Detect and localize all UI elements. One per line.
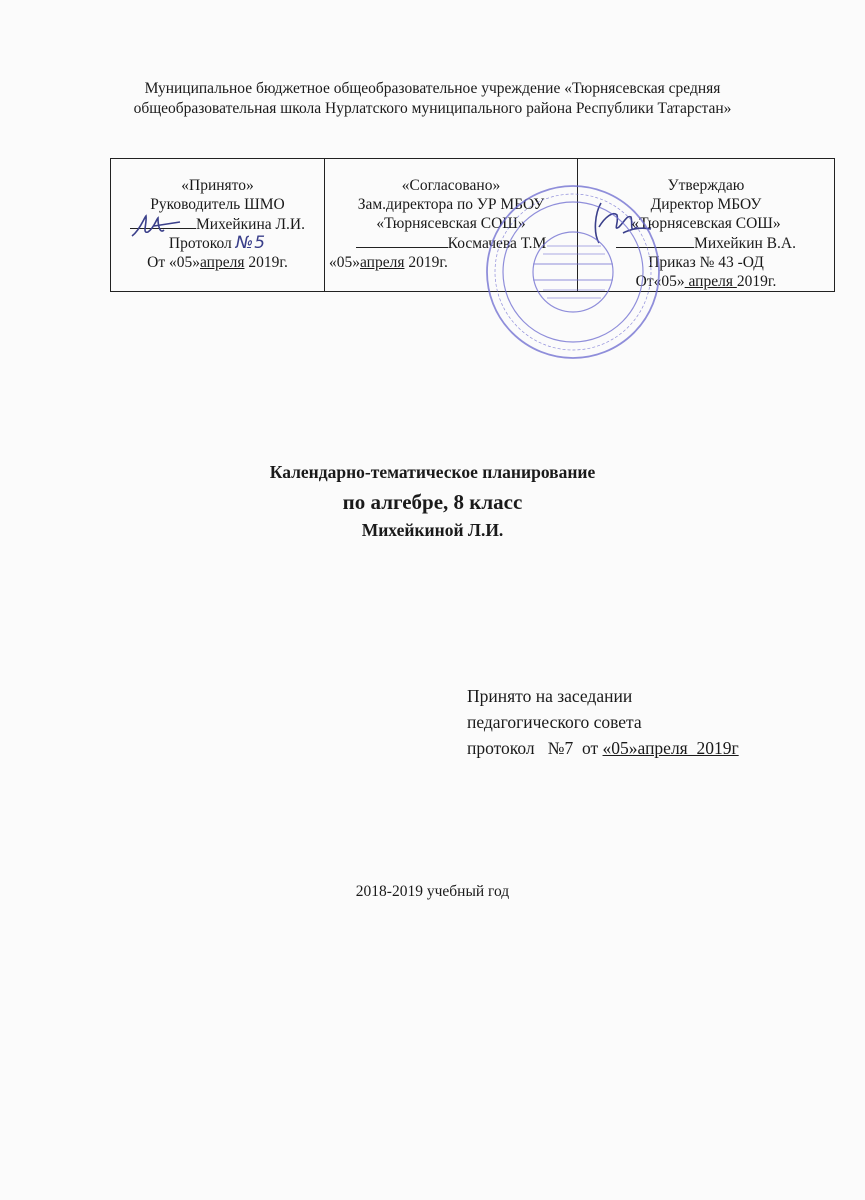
agreed-heading: «Согласовано» — [401, 177, 501, 194]
title-subject: по алгебре, 8 класс — [342, 490, 523, 514]
agreed-role: Зам.директора по УР МБОУ — [357, 196, 545, 213]
agreed-date-year: 2019г. — [408, 254, 448, 271]
approved-date-year: 2019г. — [736, 273, 777, 290]
academic-year: 2018-2019 учебный год — [355, 883, 510, 900]
accepted-date-month: апреля — [200, 254, 245, 271]
accepted-role: Руководитель ШМО — [150, 196, 285, 213]
adopted-line-1: Принято на заседании — [467, 686, 633, 706]
agreed-date-month: апреля — [360, 254, 405, 271]
approved-heading: Утверждаю — [667, 177, 745, 194]
organization-header — [0, 79, 865, 119]
approved-date-month: апреля — [688, 273, 733, 290]
title-line-1: Календарно-тематическое планирование — [269, 462, 596, 482]
accepted-date-year: 2019г. — [248, 254, 288, 271]
accepted-name: Михейкина Л.И. — [196, 216, 305, 233]
adopted-date: «05»апреля 2019г — [602, 738, 739, 758]
accepted-protocol-label: Протокол — [168, 235, 232, 252]
signature-accepted-icon — [128, 210, 184, 244]
accepted-protocol-number: №5 — [235, 233, 267, 253]
agreed-name: Космачева Т.М — [447, 235, 547, 252]
accepted-date-prefix: От «05» — [147, 254, 200, 271]
agreed-school: «Тюрнясевская СОШ» — [376, 215, 526, 232]
accepted-heading: «Принято» — [181, 177, 254, 194]
signature-line — [356, 233, 448, 248]
approved-school: «Тюрнясевская СОШ» — [631, 215, 781, 232]
approved-name: Михейкин В.А. — [694, 235, 796, 252]
approval-table — [110, 158, 835, 292]
school-stamp-icon — [483, 182, 663, 362]
approved-role: Директор МБОУ — [650, 196, 762, 213]
adopted-line-2: педагогического совета — [467, 712, 642, 732]
organization-header-line-1: Муниципальное бюджетное общеобразовательное учреждение «Тюрнясевская средняя — [144, 80, 721, 97]
agreed-date-prefix: «05» — [329, 254, 360, 271]
title-author: Михейкиной Л.И. — [361, 520, 504, 540]
adopted-protocol: протокол №7 от — [467, 738, 599, 758]
pedagogical-council-note — [467, 683, 739, 761]
approved-order: Приказ № 43 -ОД — [648, 254, 764, 271]
organization-header-line-2: общеобразовательная школа Нурлатского муниципального района Республики Татарстан» — [133, 100, 732, 117]
approved-date-prefix: От«05» — [635, 273, 685, 290]
document-title — [0, 460, 865, 542]
